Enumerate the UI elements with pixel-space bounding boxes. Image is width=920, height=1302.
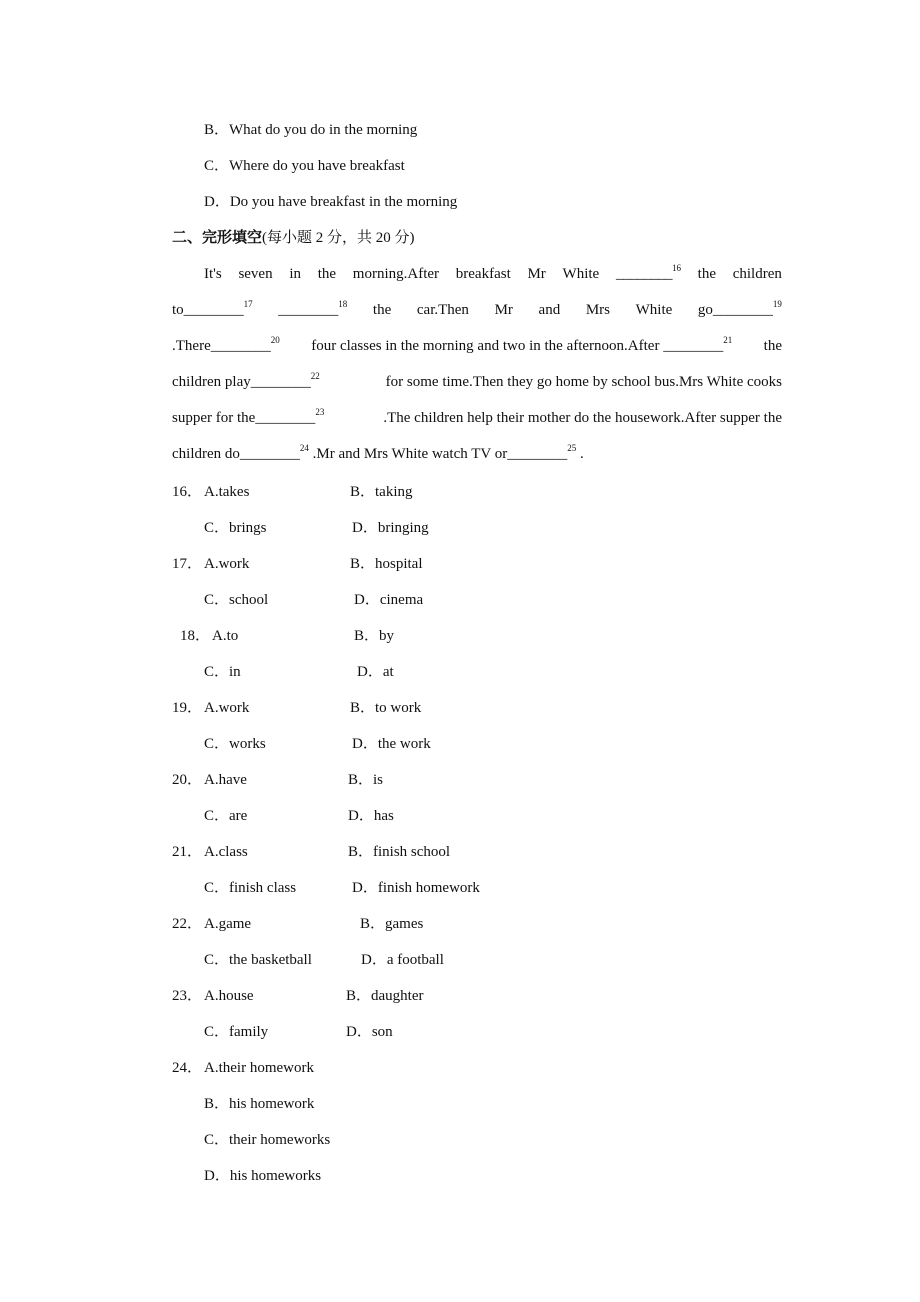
passage-line-2 — [172, 300, 782, 320]
option-b: B．by — [354, 628, 395, 644]
word: car.Then — [416, 302, 469, 318]
option-c: C．the basketball — [204, 952, 312, 968]
section-heading — [172, 228, 415, 248]
option-b: B．is — [348, 772, 384, 788]
word: and — [538, 302, 561, 318]
word: the — [372, 302, 392, 318]
text-run: children play________ — [172, 374, 311, 390]
prev-option-d: D．Do you have breakfast in the morning — [204, 194, 458, 210]
option-d: D．at — [357, 664, 394, 680]
question-number: 22． — [172, 916, 203, 932]
option-a: A.class — [204, 844, 248, 860]
blank-number: 16 — [671, 263, 681, 273]
word: It's — [204, 266, 222, 282]
option-c: C．are — [204, 808, 248, 824]
blank-21 — [311, 336, 732, 356]
option-c: C．school — [204, 592, 269, 608]
word: morning.After — [352, 266, 440, 282]
question-number: 24． — [172, 1060, 203, 1076]
blank-number: 23 — [315, 407, 325, 417]
option-a: A.their homework — [204, 1060, 314, 1076]
text-run: children do________ — [172, 446, 300, 462]
blank-number: 19 — [772, 299, 782, 309]
word: White — [635, 302, 673, 318]
question-number: 18． — [180, 628, 211, 644]
blank-22 — [172, 372, 320, 392]
prev-option-c: C．Where do you have breakfast — [204, 158, 405, 174]
passage-line-4 — [172, 372, 782, 392]
blank-20 — [172, 336, 280, 356]
word: to________ — [172, 302, 244, 318]
blank-line: ________ — [278, 302, 339, 318]
blank-number: 20 — [270, 335, 280, 345]
word: in — [289, 266, 301, 282]
question-number: 21． — [172, 844, 203, 860]
blank-number: 17 — [243, 299, 253, 309]
option-a: A.have — [204, 772, 247, 788]
word: Mr — [527, 266, 546, 282]
text-run: . — [576, 446, 584, 462]
section-title: 二、完形填空 — [172, 230, 263, 246]
word: the — [763, 338, 782, 354]
option-d: D．cinema — [354, 592, 424, 608]
word: Mr — [494, 302, 513, 318]
blank-number: 24 — [299, 443, 309, 453]
option-a: A.work — [204, 556, 250, 572]
word: seven — [238, 266, 273, 282]
option-c: C．finish class — [204, 880, 297, 896]
text-run: .The children help their mother do the housework.After supper the — [383, 410, 782, 426]
option-a: A.game — [204, 916, 252, 932]
option-a: A.to — [212, 628, 239, 644]
blank-number: 25 — [567, 443, 577, 453]
passage-line-1 — [172, 264, 782, 284]
option-d: D．a football — [361, 952, 444, 968]
blank-19 — [698, 300, 782, 320]
passage-line-6 — [172, 444, 782, 464]
option-c: C．works — [204, 736, 266, 752]
text-run: for some time.Then they go home by school bus.Mrs White cooks — [385, 374, 782, 390]
option-d: D．bringing — [352, 520, 429, 536]
option-d: D．son — [346, 1024, 393, 1040]
option-b: B．taking — [350, 484, 413, 500]
option-c: C．family — [204, 1024, 269, 1040]
option-b: B．hospital — [350, 556, 423, 572]
word: children — [732, 266, 782, 282]
option-a: A.work — [204, 700, 250, 716]
word: White — [562, 266, 600, 282]
word: Mrs — [585, 302, 610, 318]
option-d: D．the work — [352, 736, 431, 752]
question-number: 16． — [172, 484, 203, 500]
text-run: .Mr and Mrs White watch TV or________ — [308, 446, 568, 462]
word: .There________ — [172, 338, 271, 354]
word: the — [317, 266, 337, 282]
blank-16 — [616, 264, 681, 284]
question-number: 19． — [172, 700, 203, 716]
blank-number: 22 — [310, 371, 320, 381]
blank-23 — [172, 408, 324, 428]
question-number: 23． — [172, 988, 203, 1004]
blank-17 — [172, 300, 253, 320]
option-a: A.house — [204, 988, 254, 1004]
text-run: supper for the________ — [172, 410, 316, 426]
option-a: A.takes — [204, 484, 250, 500]
blank-number: 21 — [723, 335, 733, 345]
text-run: four classes in the morning and two in the afternoon.After ________ — [311, 338, 724, 354]
option-b: B．games — [360, 916, 424, 932]
passage-line-5 — [172, 408, 782, 428]
question-number: 17． — [172, 556, 203, 572]
blank-line: ________ — [615, 266, 672, 282]
blank-18 — [278, 300, 347, 320]
option-b: B．finish school — [348, 844, 451, 860]
word: the — [697, 266, 716, 282]
option-c: C．in — [204, 664, 241, 680]
option-d: D．has — [348, 808, 394, 824]
option-c: C．brings — [204, 520, 267, 536]
blank-number: 18 — [338, 299, 348, 309]
option-d: D．his homeworks — [204, 1168, 322, 1184]
question-number: 20． — [172, 772, 203, 788]
option-b: B．to work — [350, 700, 422, 716]
option-d: D．finish homework — [352, 880, 480, 896]
passage-line-3 — [172, 336, 782, 356]
option-c: C．their homeworks — [204, 1132, 331, 1148]
section-score: (每小题 2 分，共 20 分) — [262, 230, 415, 246]
word: breakfast — [455, 266, 511, 282]
option-b: B．daughter — [346, 988, 424, 1004]
prev-option-b: B．What do you do in the morning — [204, 122, 418, 138]
word: go________ — [697, 302, 773, 318]
option-b: B．his homework — [204, 1096, 315, 1112]
